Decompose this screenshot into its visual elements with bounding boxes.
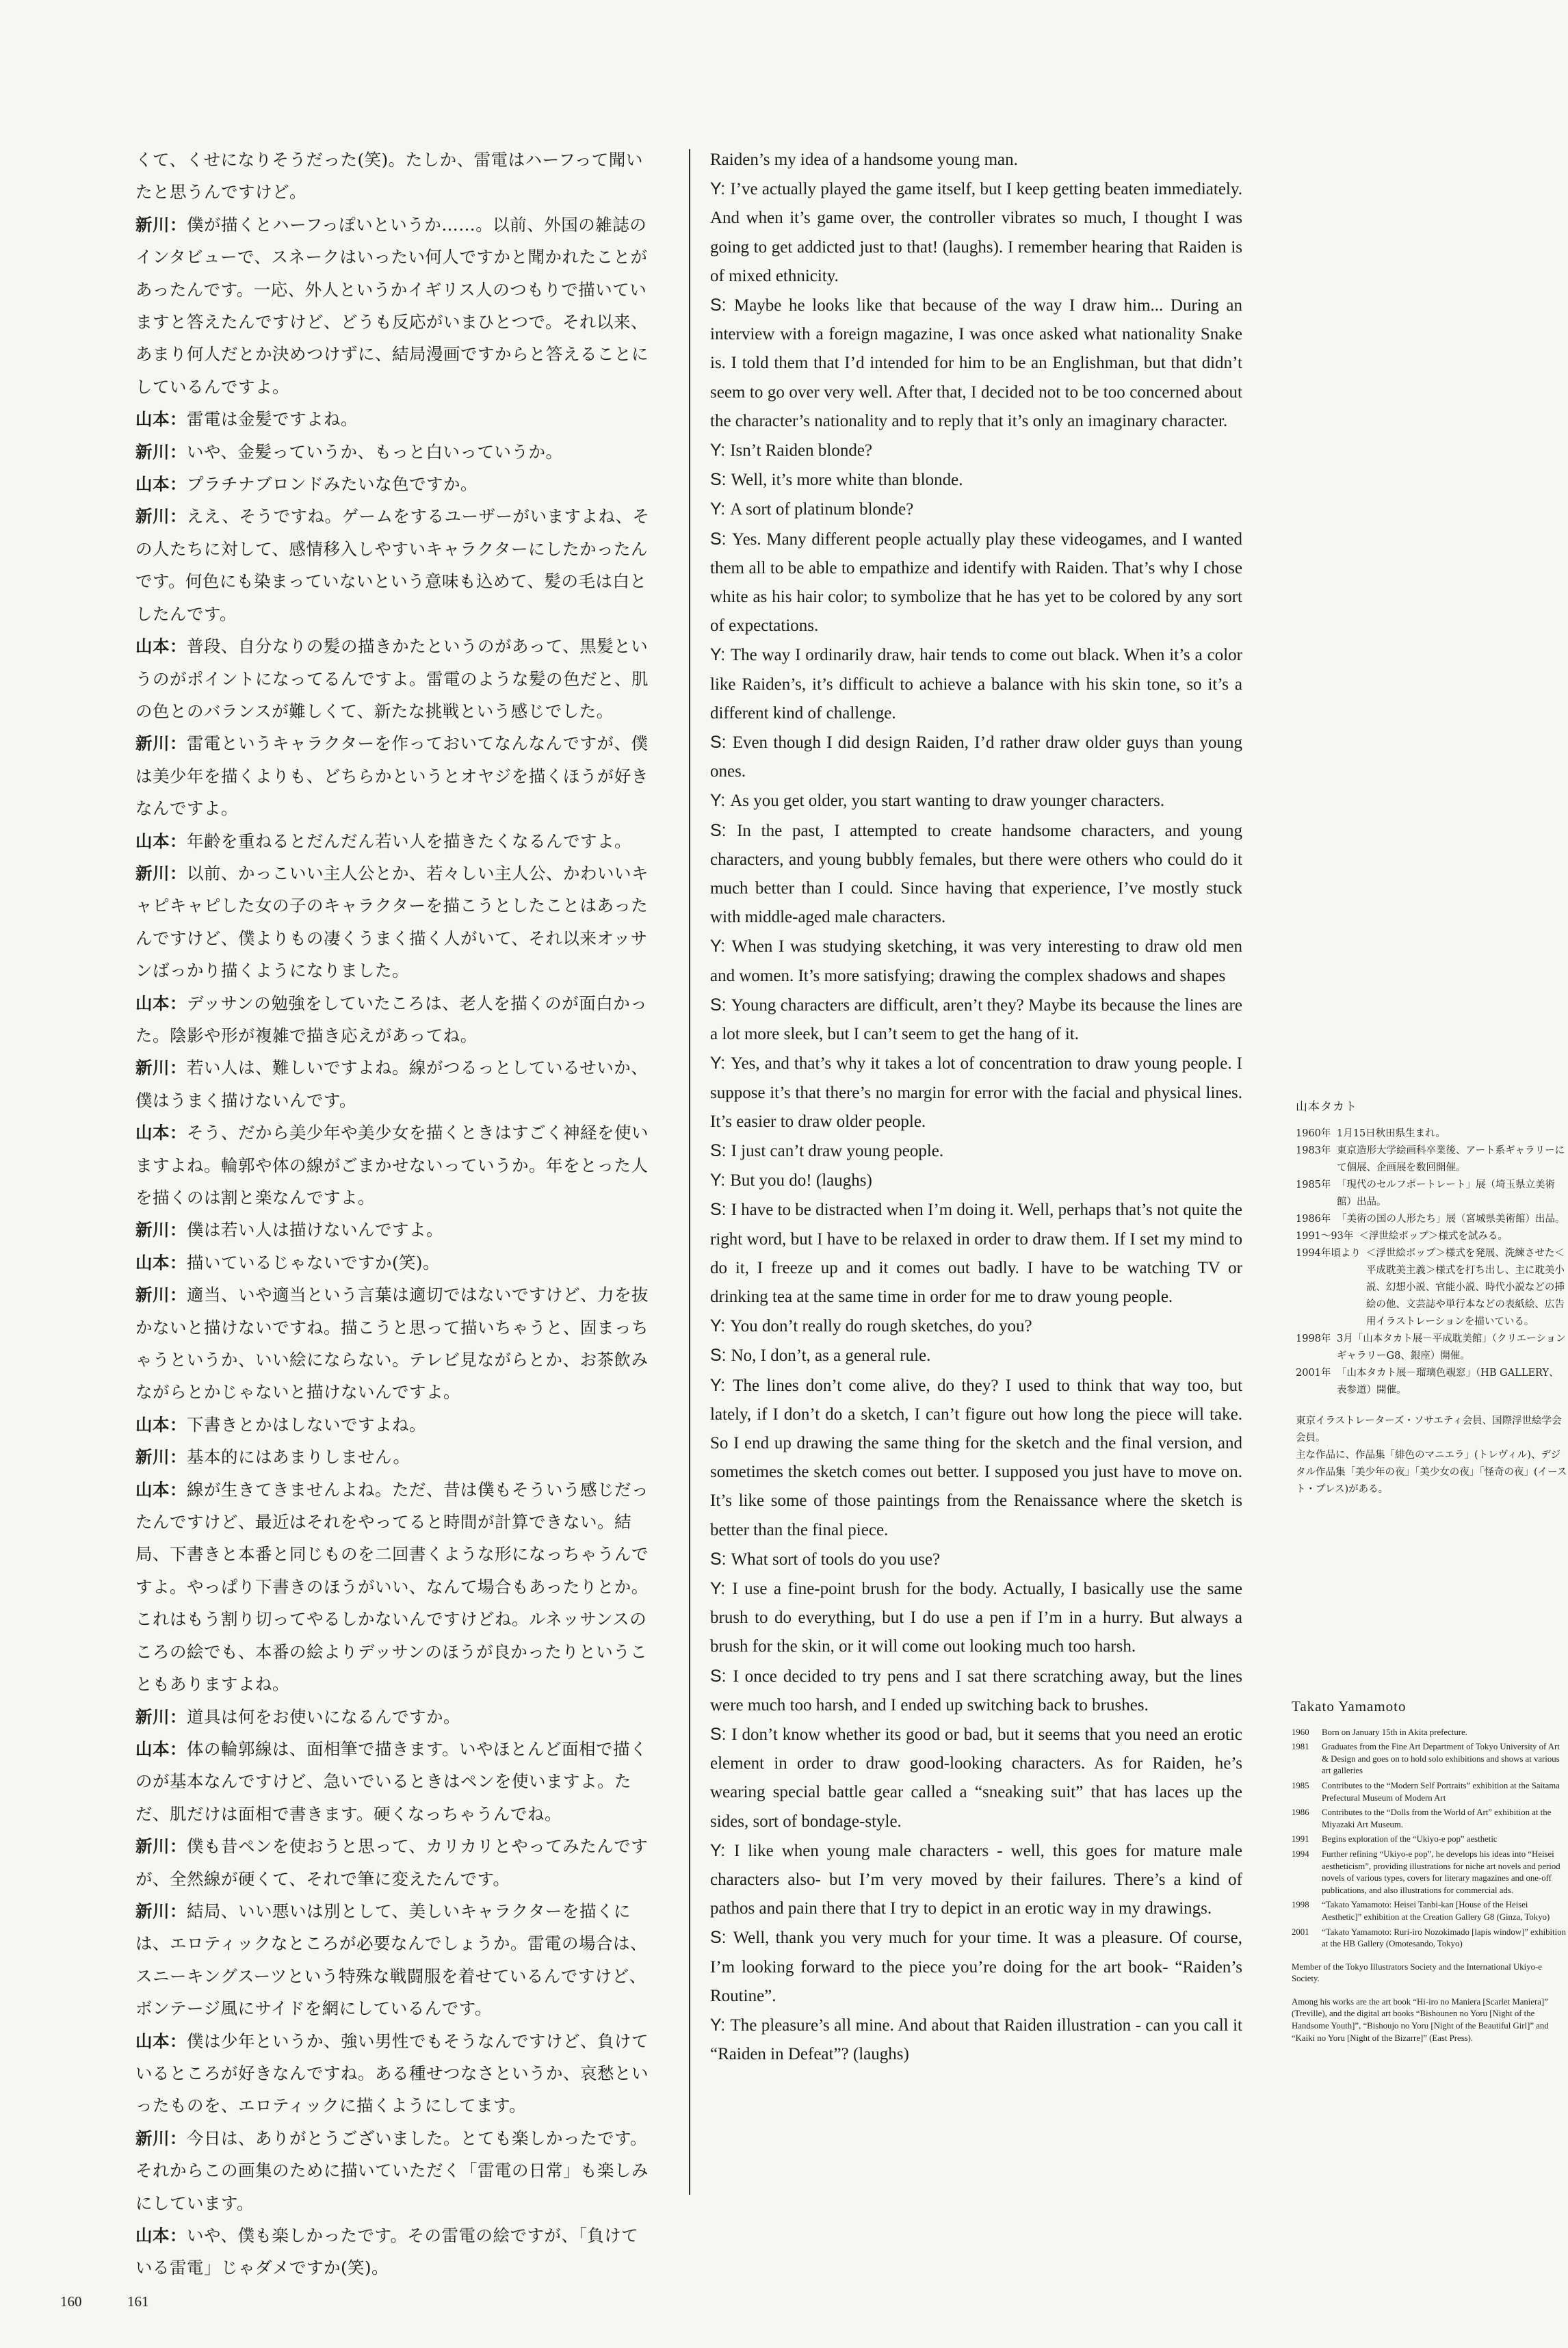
profile-jp-member: 東京イラストレーターズ・ソサエティ会員、国際浮世絵学会会員。 [1296, 1416, 1562, 1444]
profile-japanese [1296, 1099, 1568, 1498]
jp-para-24: 新川：今日は、ありがとうございました。とても楽しかったです。それからこの画集のために描いていただく「雷電の日常」も楽しみにしています。 [135, 2128, 649, 2213]
en-para-15: Y: But you do! (laughs) [710, 1171, 872, 1190]
en-para-1: Y: I’ve actually played the game itself, but I keep getting beaten immediately. And when it’s game over, the controller vibrates so much, I thought I was going to get addicted just to that! (laughs). I remember hearing that Raiden is of mixed ethnicity. [710, 179, 1243, 285]
jp-para-20: 山本：体の輪郭線は、面相筆で描きます。いやほとんど面相で描くのが基本なんですけど、急いでいるときはペンを使いますよ。ただ、肌だけは面相で書きます。硬くなっちゃうんでね。 [135, 1738, 648, 1824]
column-divider [689, 149, 690, 2195]
jp-para-13: 新川：僕は若い人は描けないんですよ。 [135, 1220, 443, 1240]
en-para-4: S: Well, it’s more white than blonde. [710, 470, 963, 490]
jp-para-1: 新川：僕が描くとハーフっぽいというか……。以前、外国の雑誌のインタビューで、スネークはいったい何人ですかと聞かれたことがあったんです。一応、外人というかイギリス人のつもりで描いていますと答えたんですけど、どうも反応がいまひとつで。それ以来、あまり何人だとか決めつけずに、結局漫画ですからと答えることにしているんですよ。 [135, 214, 649, 397]
jp-para-22: 新川：結局、いい悪いは別として、美しいキャラクターを描くには、エロティックなところが必要なんでしょうか。雷電の場合は、スニーキングスーツという特殊な戦闘服を着せているんですけど、ボンテージ風にサイドを網にしているんです。 [135, 1901, 648, 2019]
timeline-row: 1960年 1月15日秋田県生まれ。 [1296, 1128, 1446, 1139]
jp-para-15: 新川：適当、いや適当という言葉は適切ではないですけど、力を抜かないと描けないですね。描こうと思って描いちゃうと、固まっちゃうというか、いい絵にならない。テレビ見ながらとか、お茶飲みながらとかじゃないと描けないんですよ。 [135, 1285, 649, 1403]
japanese-interview-column [135, 144, 655, 2284]
jp-para-7: 新川：雷電というキャラクターを作っておいてなんなんですが、僕は美少年を描くよりも、どちらかというとオヤジを描くほうが好きなんですよ。 [135, 733, 649, 819]
en-para-2: S: Maybe he looks like that because of the way I draw him... During an interview with a foreign magazine, I was once asked what nationality Snake is. I told them that I’d intended for him to be an Englishman, but that didn’t seem to go over very well. After that, I decided not to be too concerned about the character’s nationality and to reply that it’s only an imaginary character. [710, 296, 1242, 430]
profile-en-name: Takato Yamamoto [1292, 1698, 1407, 1714]
profile-english [1292, 1698, 1568, 2044]
jp-para-18: 山本：線が生きてきませんよね。ただ、昔は僕もそういう感じだったんですけど、最近はそれをやってると時間が計算できない。結局、下書きと本番と同じものを二回書くような形になっちゃうんですよ。やっぱり下書きのほうがいい、なんて場合もあったりとか。これはもう割り切ってやるしかないんですけどね。ルネッサンスのころの絵でも、本番の絵よりデッサンのほうが良かったりということもありますよね。 [135, 1479, 649, 1695]
en-para-0: Raiden’s my idea of a handsome young man. [710, 151, 1018, 169]
jp-para-8: 山本：年齢を重ねるとだんだん若い人を描きたくなるんですよ。 [135, 831, 631, 851]
english-interview-column [710, 145, 1242, 2069]
page-number-left: 160 [60, 2293, 82, 2310]
en-para-16: S: I have to be distracted when I’m doing it. Well, perhaps that’s not quite the right word, but I have to be relaxed in order to draw them. If I set my mind to do it, I freeze up and it comes out badly. I have to be watching TV or drinking tea at the same time in order for me to draw young people. [710, 1200, 1242, 1306]
jp-para-17: 新川：基本的にはあまりしません。 [135, 1447, 410, 1468]
page-number-right: 161 [127, 2293, 149, 2310]
en-para-13: Y: Yes, and that’s why it takes a lot of concentration to draw young people. I suppose it’s that there’s no margin for error with the facial and physical lines. It’s easier to draw older people. [710, 1054, 1242, 1131]
timeline-row: 1960 Born on January 15th in Akita prefecture. [1292, 1727, 1467, 1737]
profile-jp-name: 山本タカト [1296, 1100, 1357, 1114]
timeline-row: 1983年 東京造形大学絵画科卒業後、アート系ギャラリーにて個展、企画展を数回開催。 [1296, 1145, 1565, 1173]
en-para-22: S: I once decided to try pens and I sat there scratching away, but the lines were much too harsh, and I ended up switching back to brushes. [710, 1666, 1242, 1714]
jp-para-10: 山本：デッサンの勉強をしていたころは、老人を描くのが面白かった。陰影や形が複雑で描き応えがあってね。 [135, 993, 648, 1045]
timeline-row: 2001 “Takato Yamamoto: Ruri-iro Nozokimado [lapis window]” exhibition at the HB Gallery (Omotesando, Tokyo) [1292, 1927, 1566, 1949]
jp-para-6: 山本：普段、自分なりの髪の描きかたというのがあって、黒髪というのがポイントになってるんですよ。雷電のような髪の色だと、肌の色とのバランスが難しくて、新たな挑戦という感じでした。 [135, 636, 649, 721]
en-para-10: S: In the past, I attempted to create handsome characters, and young characters, and young bubbly females, but there were others who could do it much better than I could. Since having that experience, I’ve mostly stuck with middle-aged male characters. [710, 820, 1242, 927]
timeline-row: 1998年 3月「山本タカト展－平成耽美館」（クリエーションギャラリーG8、銀座）開催。 [1296, 1333, 1566, 1361]
en-para-8: S: Even though I did design Raiden, I’d rather draw older guys than young ones. [710, 733, 1242, 781]
en-para-11: Y: When I was studying sketching, it was very interesting to draw old men and women. It’s more satisfying; drawing the complex shadows and shapes [710, 937, 1243, 985]
jp-para-12: 山本：そう、だから美少年や美少女を描くときはすごく神経を使いますよね。輪郭や体の線がごまかせないっていうか。年をとった人を描くのは割と楽なんですよ。 [135, 1123, 649, 1208]
en-para-25: S: Well, thank you very much for your time. It was a pleasure. Of course, I’m looking forward to the piece you’re doing for the art book- “Raiden’s Routine”. [710, 1928, 1242, 2005]
jp-para-4: 山本：プラチナブロンドみたいな色ですか。 [135, 474, 478, 495]
en-para-12: S: Young characters are difficult, aren’t they? Maybe its because the lines are a lot more sleek, but I can’t seem to get the hang of it. [710, 995, 1242, 1044]
en-para-9: Y: As you get older, you start wanting to draw younger characters. [710, 791, 1165, 811]
en-para-17: Y: You don’t really do rough sketches, do you? [710, 1316, 1032, 1336]
timeline-row: 1981 Graduates from the Fine Art Department of Tokyo University of Art & Design and goes on to hold solo exhibitions and shows at various art galleries [1292, 1742, 1560, 1776]
jp-para-21: 新川：僕も昔ペンを使おうと思って、カリカリとやってみたんですが、全然線が硬くて、それで筆に変えたんです。 [135, 1836, 649, 1889]
en-para-21: Y: I use a fine-point brush for the body. Actually, I basically use the same brush to do everything, but I do use a pen if I’m in a hurry. But always a brush for the skin, or it will come out looking much too harsh. [710, 1578, 1242, 1656]
timeline-row: 1986 Contributes to the “Dolls from the World of Art” exhibition at the Miyazaki Art Museum. [1292, 1808, 1552, 1829]
jp-para-2: 山本：雷電は金髪ですよね。 [135, 409, 358, 430]
en-para-23: S: I don’t know whether its good or bad, but it seems that you need an erotic element in order to draw good-looking characters. As for Raiden, he’s wearing special battle gear called a “sneaking suit” that has laces up the sides, sort of bondage-style. [710, 1724, 1242, 1831]
en-para-19: Y: The lines don’t come alive, do they? I used to think that way too, but lately, if I don’t do a sketch, I can’t figure out how long the piece will take. So I end up drawing the same thing for the sketch and the final version, and sometimes the sketch comes out better. I supposed you just have to move on. It’s like some of those paintings from the Renaissance where the sketch is better than the final piece. [710, 1375, 1243, 1539]
timeline-row: 1994年頃より ＜浮世絵ポップ＞様式を発展、洗練させた＜平成耽美主義＞様式を打ち出し、主に耽美小説、幻想小説、官能小説、時代小説などの挿絵の他、文芸誌や単行本などの表紙絵、広告用イラストレーションを描いている。 [1296, 1248, 1565, 1327]
en-para-24: Y: I like when young male characters - well, this goes for mature male characters also- but I’m very moved by their failures. There’s a kind of pathos and pain there that I try to depict in an erotic way in my drawings. [710, 1840, 1242, 1918]
timeline-row: 1994 Further refining “Ukiyo-e pop”, he develops his ideas into “Heisei aestheticism”, providing illustrations for niche art novels and period novels of various types, covers for literary magazines and one-off publications, and also illustrations for commercial ads. [1292, 1849, 1560, 1895]
en-para-6: S: Yes. Many different people actually play these videogames, and I wanted them all to be able to empathize and identify with Raiden. That’s why I chose white as his hair color; to symbolize that he has yet to be colored by any sort of expectations. [710, 529, 1242, 636]
en-para-7: Y: The way I ordinarily draw, hair tends to come out black. When it’s a color like Raiden’s, it’s difficult to achieve a balance with his skin tone, so it’s a different kind of challenge. [710, 645, 1243, 722]
jp-para-5: 新川：ええ、そうですね。ゲームをするユーザーがいますよね、その人たちに対して、感情移入しやすいキャラクターにしたかったんです。何色にも染まっていないという意味も込めて、髪の毛は白としたんです。 [135, 506, 650, 624]
jp-para-25: 山本：いや、僕も楽しかったです。その雷電の絵ですが、「負けている雷電」じゃダメですか(笑)。 [135, 2226, 639, 2278]
jp-para-14: 山本：描いているじゃないですか(笑)。 [135, 1252, 441, 1273]
timeline-row: 2001年 「山本タカト展－瑠璃色覗窓」（HB GALLERY、表参道）開催。 [1296, 1368, 1559, 1396]
jp-para-9: 新川：以前、かっこいい主人公とか、若々しい主人公、かわいいキャピキャピした女の子のキャラクターを描こうとしたことはあったんですけど、僕よりもの凄くうまく描く人がいて、それ以来オッサンばっかり描くようになりました。 [135, 863, 649, 981]
timeline-row: 1991 Begins exploration of the “Ukiyo-e pop” aesthetic [1292, 1834, 1498, 1844]
timeline-row: 1985 Contributes to the “Modern Self Portraits” exhibition at the Saitama Prefectural Museum of Modern Art [1292, 1780, 1560, 1803]
profile-en-member: Member of the Tokyo Illustrators Society and the International Ukiyo-e Society. [1292, 1961, 1542, 1984]
timeline-row: 1985年 「現代のセルフポートレート」展（埼玉県立美術館）出品。 [1296, 1179, 1555, 1208]
timeline-row: 1991～93年 ＜浮世絵ポップ＞様式を試みる。 [1296, 1231, 1508, 1242]
jp-para-16: 山本：下書きとかはしないですよね。 [135, 1414, 426, 1435]
en-para-3: Y: Isn’t Raiden blonde? [710, 441, 873, 460]
en-para-5: Y: A sort of platinum blonde? [710, 499, 914, 519]
en-para-26: Y: The pleasure’s all mine. And about that Raiden illustration - can you call it “Raiden in Defeat”? (laughs) [710, 2016, 1242, 2064]
jp-para-0: くて、くせになりそうだった(笑)。たしか、雷電はハーフって聞いたと思うんですけど。 [135, 150, 643, 203]
jp-para-3: 新川：いや、金髪っていうか、もっと白いっていうか。 [135, 441, 563, 462]
jp-para-11: 新川：若い人は、難しいですよね。線がつるっとしているせいか、僕はうまく描けないんです。 [135, 1058, 649, 1110]
en-para-20: S: What sort of tools do you use? [710, 1549, 941, 1569]
en-para-18: S: No, I don’t, as a general rule. [710, 1346, 931, 1366]
profile-en-works: Among his works are the art book “Hi-iro no Maniera [Scarlet Maniera]” (Treville), and the digital art books “Bishounen no Yoru [Night of the Handsome Youth]”, “Bishoujo no Yoru [Night of the Beautiful Girl]” and “Kaiki no Yoru [Night of the Bizarre]” (East Press). [1292, 1996, 1549, 2043]
en-para-14: S: I just can’t draw young people. [710, 1140, 944, 1160]
timeline-row: 1986年 「美術の国の人形たち」展（宮城県美術館）出品。 [1296, 1214, 1565, 1225]
jp-para-23: 山本：僕は少年というか、強い男性でもそうなんですけど、負けているところが好きなんですね。ある種せつなさというか、哀愁といったものを、エロティックに描くようにしてます。 [135, 2031, 649, 2116]
timeline-row: 1998 “Takato Yamamoto: Heisei Tanbi-kan [House of the Heisei Aesthetic]” exhibition at the Creation Gallery G8 (Ginza, Tokyo) [1292, 1900, 1550, 1922]
jp-para-19: 新川：道具は何をお使いになるんですか。 [135, 1706, 460, 1727]
profile-jp-works: 主な作品に、作品集「緋色のマニエラ」(トレヴィル)、デジタル作品集「美少年の夜」「美少女の夜」「怪奇の夜」(イースト・プレス)がある。 [1296, 1450, 1567, 1495]
